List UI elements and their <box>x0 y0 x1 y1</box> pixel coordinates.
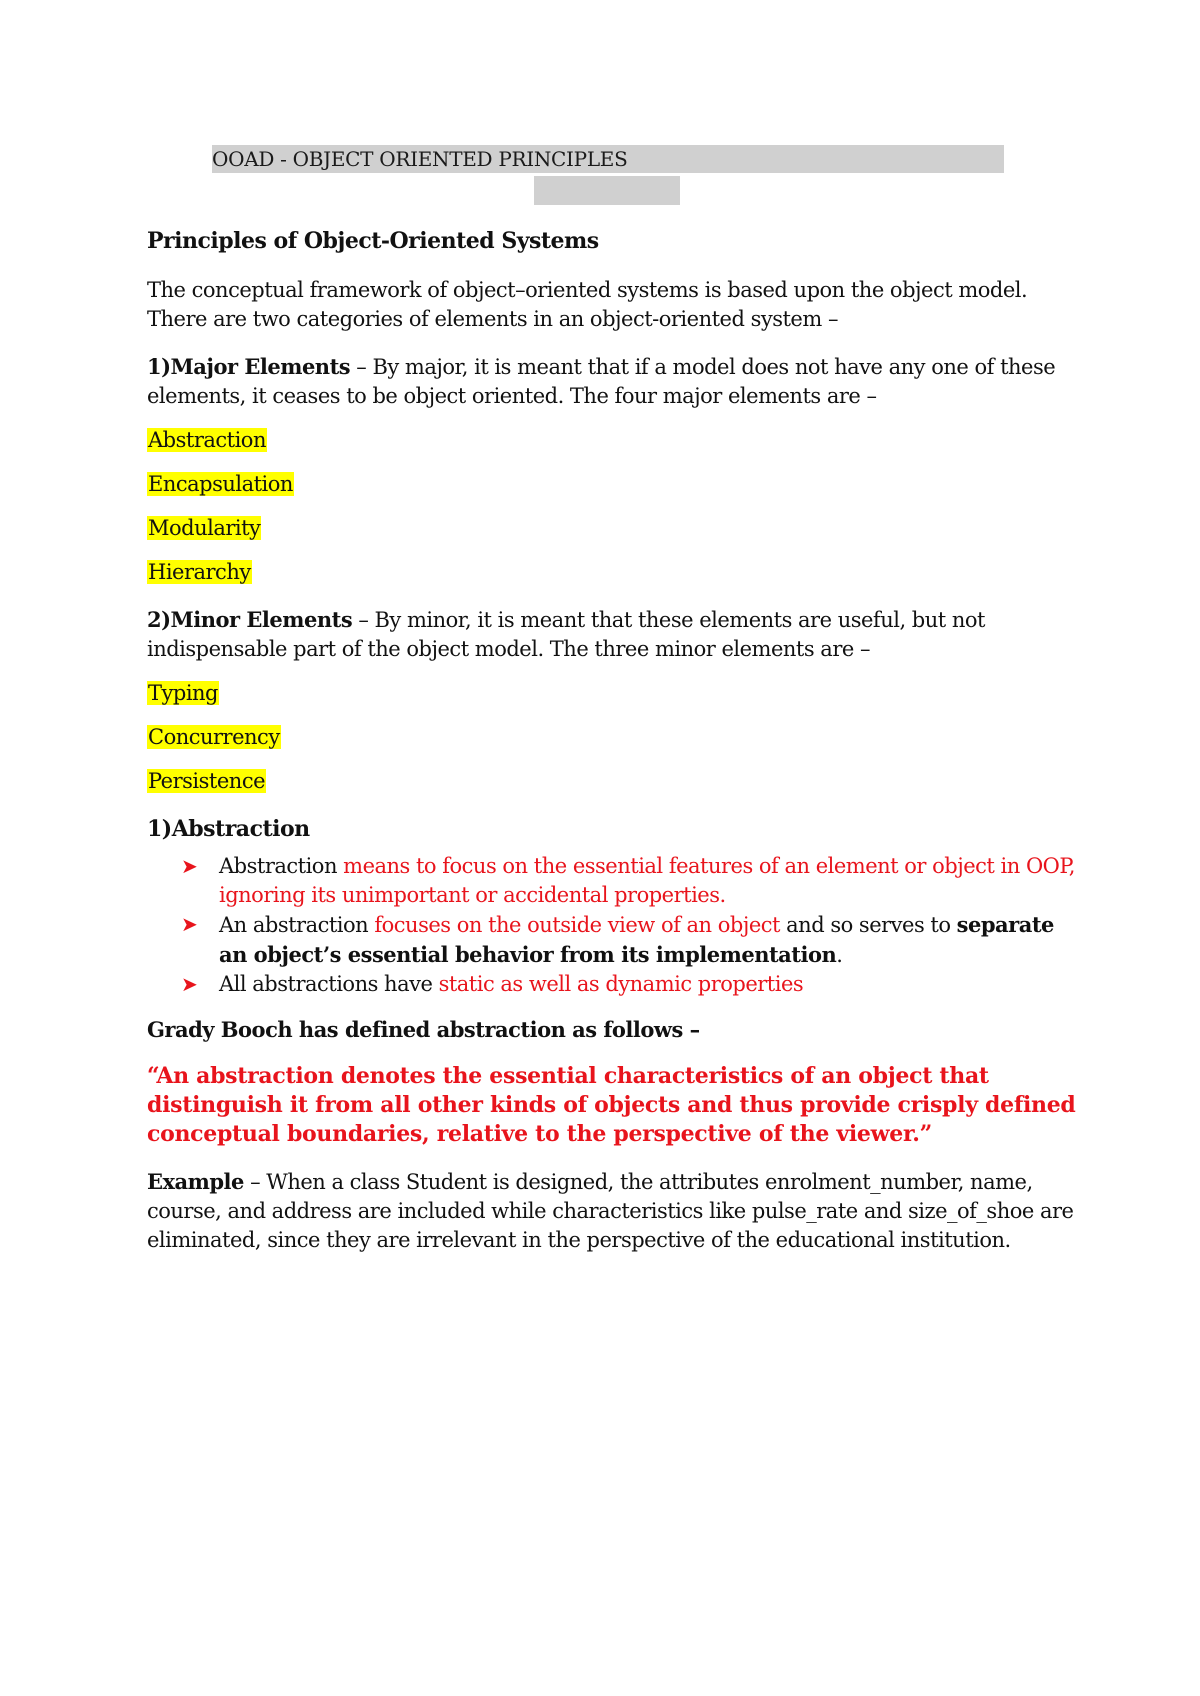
abstraction-bullet <box>181 852 1087 910</box>
abstraction-bullet <box>181 910 1087 970</box>
minor-elements-paragraph <box>147 605 1087 664</box>
arrow-bullet-icon: ➤ <box>181 912 198 936</box>
booch-quote: “An abstraction denotes the essential characteristics of an object that distinguish it from all other kinds of objects and thus provide crisply defined conceptual boundaries, relative to the perspective of the viewer.” <box>147 1063 1076 1147</box>
example-label: Example <box>147 1169 244 1194</box>
bullet-bold-text: separate an object’s essential behavior from its implementation <box>219 912 1054 967</box>
major-elements-label: 1)Major Elements <box>147 354 351 379</box>
minor-elements-label: 2)Minor Elements <box>147 607 353 632</box>
minor-item-label: Concurrency <box>148 725 280 749</box>
bullet-lead-text: Abstraction <box>219 854 344 878</box>
bullet-red-text: static as well as dynamic properties <box>438 972 804 996</box>
arrow-bullet-icon: ➤ <box>181 972 198 996</box>
major-item <box>147 514 1087 543</box>
minor-item-label: Typing <box>148 681 218 705</box>
minor-elements-text: – By minor, it is meant that these elements are useful, but not indispensable part of the object model. The three minor elements are – <box>147 608 985 661</box>
minor-item <box>147 723 1087 752</box>
arrow-bullet-icon: ➤ <box>181 854 198 878</box>
abstraction-heading: 1)Abstraction <box>147 816 310 842</box>
intro-paragraph: The conceptual framework of object–oriented systems is based upon the object model. There are two categories of elements in an object-oriented system – <box>147 278 1028 331</box>
bullet-red-text: means to focus on the essential features of an element or object in OOP, ignoring its unimportant or accidental properties. <box>219 854 1075 907</box>
abstraction-bullet-list <box>147 852 1087 999</box>
minor-item <box>147 679 1087 708</box>
document-title: OOAD - OBJECT ORIENTED PRINCIPLES <box>212 147 628 171</box>
example-text: – When a class Student is designed, the attributes enrolment_number, name, course, and address are included while characteristics like pulse_rate and size_of_shoe are eliminated, since they are irrelevant in the perspective of the educational institution. <box>147 1170 1074 1252</box>
major-elements-paragraph <box>147 352 1087 411</box>
abstraction-bullet <box>181 970 1087 999</box>
major-item-label: Hierarchy <box>148 560 251 584</box>
major-item-label: Encapsulation <box>148 472 293 496</box>
example-paragraph <box>147 1167 1087 1255</box>
bullet-lead-text: An abstraction <box>219 913 375 937</box>
intro-heading: Principles of Object-Oriented Systems <box>147 228 599 254</box>
minor-item-label: Persistence <box>148 769 266 793</box>
bullet-lead-text: All abstractions have <box>219 972 439 996</box>
major-elements-text: – By major, it is meant that if a model does not have any one of these elements, it ceases to be object oriented. The four major elements are – <box>147 355 1056 408</box>
booch-intro: Grady Booch has defined abstraction as follows – <box>147 1017 700 1042</box>
major-item-label: Abstraction <box>148 428 266 452</box>
major-item <box>147 470 1087 499</box>
major-item <box>147 558 1087 587</box>
header-shading-sub-bar <box>534 176 680 205</box>
document-body <box>147 226 1087 1255</box>
minor-item <box>147 767 1087 796</box>
bullet-red-text: focuses on the outside view of an object <box>374 913 780 937</box>
bullet-tail-text: . <box>836 943 843 967</box>
major-item <box>147 426 1087 455</box>
major-item-label: Modularity <box>148 516 261 540</box>
bullet-mid-text: and so serves to <box>779 913 957 937</box>
